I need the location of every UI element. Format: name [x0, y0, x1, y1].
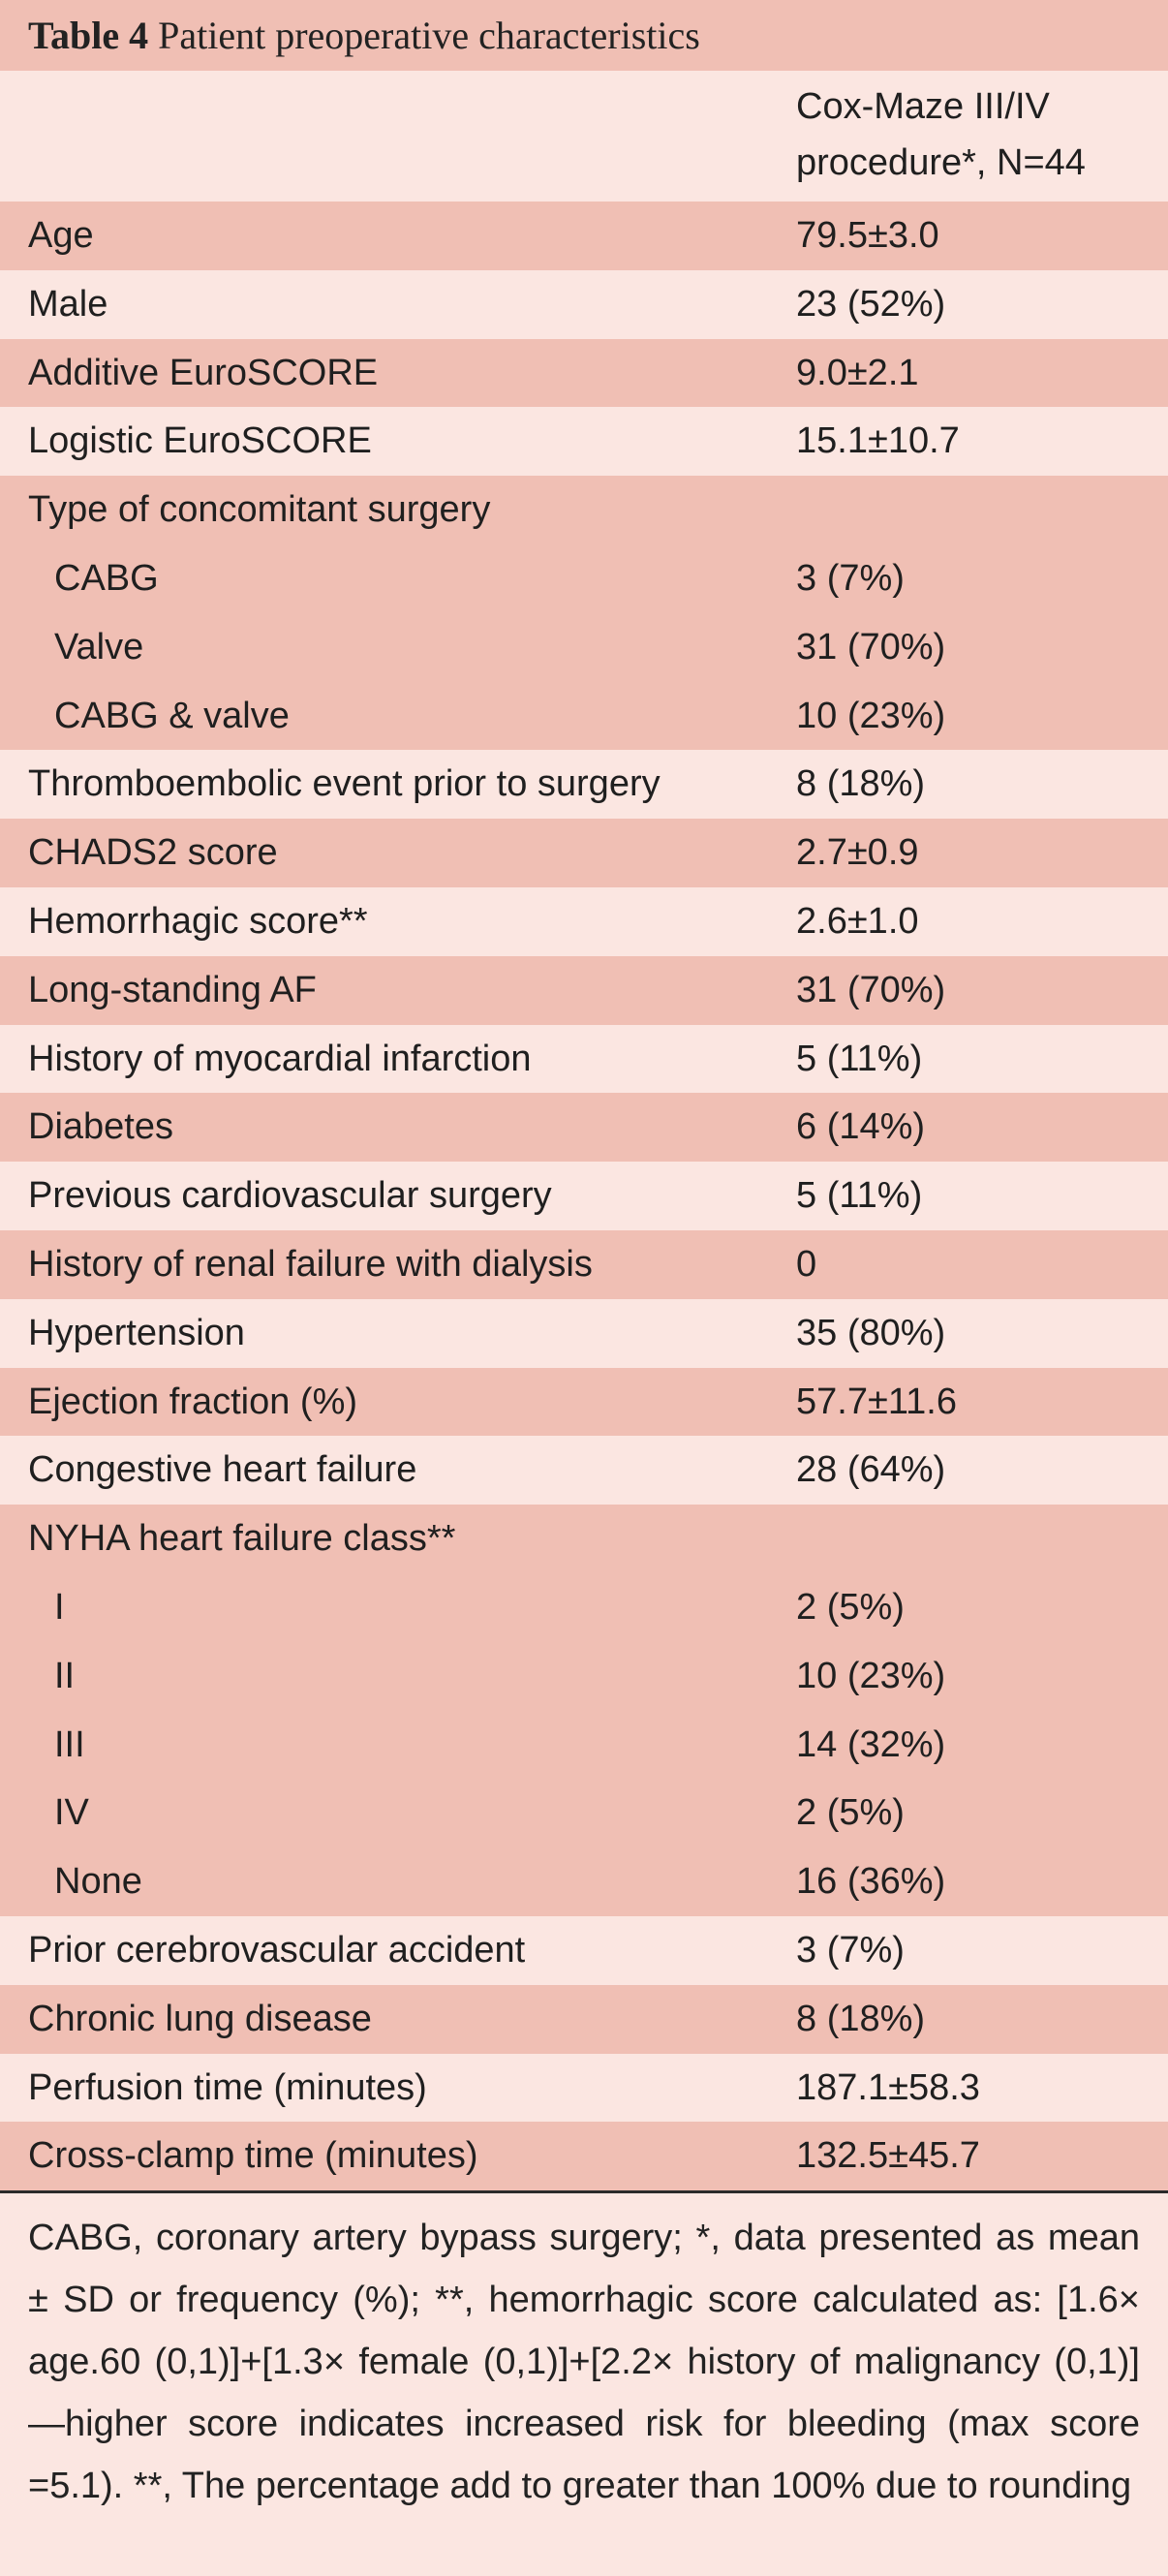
row-value: 31 (70%)	[796, 626, 946, 667]
table-row	[0, 887, 1168, 956]
table-row	[0, 1230, 1168, 1299]
row-label: Chronic lung disease	[28, 1998, 372, 2039]
table-row	[0, 1505, 1168, 1573]
row-value: 2 (5%)	[796, 1792, 905, 1834]
row-value: 2.6±1.0	[796, 900, 919, 942]
row-label: NYHA heart failure class**	[28, 1518, 456, 1560]
row-label: Congestive heart failure	[28, 1449, 417, 1491]
table-row	[0, 1025, 1168, 1094]
row-label: Age	[28, 215, 94, 256]
row-label: Hypertension	[28, 1312, 245, 1353]
table-row	[0, 1436, 1168, 1505]
row-value: 57.7±11.6	[796, 1381, 957, 1422]
row-value: 23 (52%)	[796, 283, 946, 325]
row-value: 79.5±3.0	[796, 215, 939, 256]
table-caption: Patient preoperative characteristics	[158, 14, 700, 57]
table-row	[0, 1642, 1168, 1711]
table-row	[0, 270, 1168, 339]
row-value: 187.1±58.3	[796, 2066, 980, 2108]
row-label: CHADS2 score	[28, 832, 278, 874]
table-row	[0, 1093, 1168, 1162]
row-value: 16 (36%)	[796, 1861, 946, 1903]
row-label: CABG	[54, 557, 159, 599]
row-value: 3 (7%)	[796, 557, 905, 599]
table-row	[0, 613, 1168, 682]
row-value: 14 (32%)	[796, 1723, 946, 1765]
row-label: Long-standing AF	[28, 969, 317, 1010]
table-row	[0, 1162, 1168, 1230]
row-label: Thromboembolic event prior to surgery	[28, 763, 661, 805]
table-row	[0, 1985, 1168, 2054]
row-value: 132.5±45.7	[796, 2135, 980, 2177]
table-row	[0, 544, 1168, 613]
row-value: 2.7±0.9	[796, 832, 919, 874]
row-label: Type of concomitant surgery	[28, 489, 491, 531]
row-value: 10 (23%)	[796, 1655, 946, 1696]
table-row	[0, 682, 1168, 751]
row-label: II	[54, 1655, 76, 1696]
table-row	[0, 1368, 1168, 1437]
row-value: 15.1±10.7	[796, 420, 960, 462]
table-row	[0, 819, 1168, 887]
row-value: 2 (5%)	[796, 1586, 905, 1628]
row-value: 35 (80%)	[796, 1312, 946, 1353]
table-row	[0, 956, 1168, 1025]
row-value: 0	[796, 1243, 817, 1285]
row-value: 6 (14%)	[796, 1106, 926, 1148]
table-row	[0, 1847, 1168, 1916]
row-value: 5 (11%)	[796, 1175, 923, 1217]
table-title	[0, 0, 1168, 71]
row-label: Cross-clamp time (minutes)	[28, 2135, 478, 2177]
table-row	[0, 750, 1168, 819]
table-number: Table 4	[28, 14, 149, 57]
row-value: 31 (70%)	[796, 969, 946, 1010]
table-row	[0, 1711, 1168, 1780]
table-row	[0, 476, 1168, 544]
row-label: Male	[28, 283, 108, 325]
row-value: 8 (18%)	[796, 763, 926, 805]
row-value: 8 (18%)	[796, 1998, 926, 2039]
row-label: Ejection fraction (%)	[28, 1381, 358, 1422]
row-value: 5 (11%)	[796, 1038, 923, 1079]
table-row	[0, 1916, 1168, 1985]
table-row	[0, 2054, 1168, 2123]
row-value: 28 (64%)	[796, 1449, 946, 1491]
row-label: History of myocardial infarction	[28, 1038, 532, 1079]
row-label: CABG & valve	[54, 695, 290, 736]
row-label: Additive EuroSCORE	[28, 352, 379, 393]
table-row	[0, 202, 1168, 270]
table-footnote: CABG, coronary artery bypass surgery; *, data presented as mean ± SD or frequency (%); **, hemorrhagic score calculated as: [1.6× age.60 (0,1)]+[1.3× female (0,1)]+[2.2× history of malignancy (0,1)]—higher score indicates increased risk for bleeding (max score =5.1). **, The percentage add to greater than 100% due to rounding	[28, 2218, 1140, 2507]
row-label: Logistic EuroSCORE	[28, 420, 372, 462]
row-value: 10 (23%)	[796, 695, 946, 736]
table-row	[0, 1779, 1168, 1847]
row-label: History of renal failure with dialysis	[28, 1243, 593, 1285]
table-row	[0, 407, 1168, 476]
column-header: Cox-Maze III/IV procedure*, N=44	[796, 86, 1086, 183]
table-header-row	[0, 71, 1168, 202]
table-body	[0, 202, 1168, 2190]
table-row	[0, 1299, 1168, 1368]
row-value: 9.0±2.1	[796, 352, 919, 393]
row-label: I	[54, 1586, 65, 1628]
row-value: 3 (7%)	[796, 1929, 905, 1971]
row-label: Diabetes	[28, 1106, 173, 1148]
table-row	[0, 1573, 1168, 1642]
row-label: Perfusion time (minutes)	[28, 2066, 427, 2108]
table-row	[0, 2122, 1168, 2190]
row-label: IV	[54, 1792, 89, 1834]
row-label: Prior cerebrovascular accident	[28, 1929, 526, 1971]
row-label: None	[54, 1861, 142, 1903]
table-row	[0, 339, 1168, 408]
row-label: Previous cardiovascular surgery	[28, 1175, 552, 1217]
row-label: III	[54, 1723, 85, 1765]
row-label: Hemorrhagic score**	[28, 900, 368, 942]
row-label: Valve	[54, 626, 144, 667]
